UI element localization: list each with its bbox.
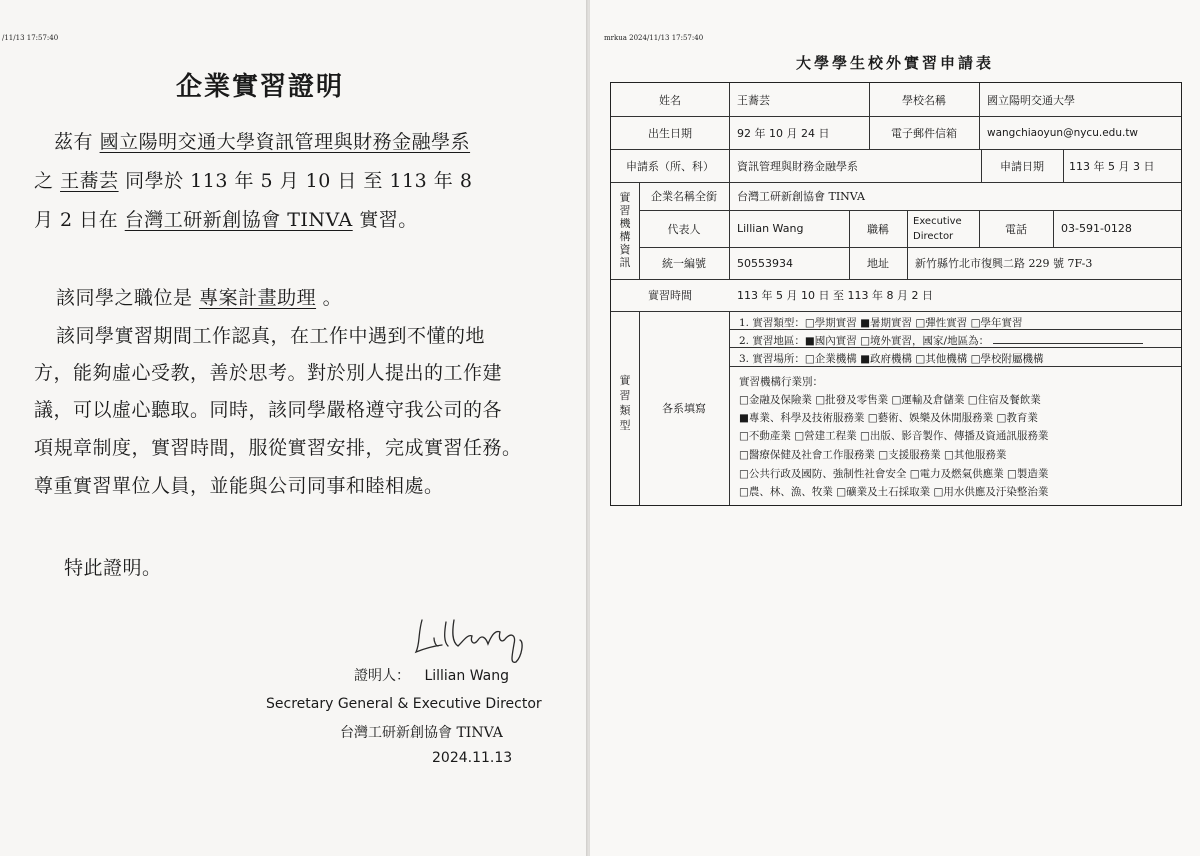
period-label: 實習時間: [648, 289, 692, 302]
apply-date-value: 113 年 5 月 3 日: [1069, 159, 1155, 173]
organization-name: 台灣工研新創協會 TINVA: [124, 209, 353, 231]
birth-value: 92 年 10 月 24 日: [737, 126, 830, 140]
application-form-page: [590, 0, 1200, 856]
industry-title: 實習機構行業別：: [739, 376, 823, 388]
industry-options-3: □不動產業 □營建工程業 □出版、影音製作、傳播及資通訊服務業: [739, 430, 1049, 442]
dept-fill-label: 各系填寫: [662, 402, 706, 415]
jobtitle-value: [913, 210, 979, 247]
text: 之: [34, 170, 54, 192]
cert-line-1: [54, 130, 470, 154]
industry-options-1: □金融及保險業 □批發及零售業 □運輸及倉儲業 □住宿及餐飲業: [739, 394, 1041, 406]
text: 。: [322, 287, 343, 309]
certifier-org: 台灣工研新創協會 TINVA: [340, 725, 503, 741]
taxid-label: 統一編號: [662, 257, 706, 270]
cert-line-7: 議，可以虛心聽取。同時，該同學嚴格遵守我公司的各: [34, 399, 503, 421]
jobtitle-label: 職稱: [867, 222, 889, 236]
print-timestamp: mrkua 2024/11/13 17:57:40: [604, 34, 704, 42]
certificate-title: 企業實習證明: [175, 72, 344, 102]
address-label: 地址: [867, 257, 889, 270]
school-name: 國立陽明交通大學資訊管理與財務金融學系: [99, 131, 471, 153]
org-name-label: 企業名稱全銜: [651, 190, 717, 203]
school-value: 國立陽明交通大學: [987, 93, 1075, 107]
internship-type-options: 1. 實習類型：□學期實習 ■暑期實習 □彈性實習 □學年實習: [739, 317, 1023, 329]
text: 2. 實習地區：■國內實習 □境外實習，國家/地區為：: [739, 335, 990, 347]
industry-options-5: □公共行政及國防、強制性社會安全 □電力及燃氣供應業 □製造業: [739, 468, 1049, 480]
certificate-date: 2024.11.13: [432, 750, 513, 766]
dept-label: 申請系（所、科）: [626, 159, 714, 173]
cert-line-9: 尊重實習單位人員，並能與公司同事和睦相處。: [34, 475, 444, 497]
type-section-label: 實習類型: [619, 374, 631, 432]
org-section-label: 實習機構資訊: [619, 191, 631, 269]
internship-venue-options: 3. 實習場所：□企業機構 ■政府機構 □其他機構 □學校附屬機構: [739, 353, 1044, 365]
position-title: 專案計畫助理: [199, 287, 317, 309]
cert-line-2: [34, 169, 472, 193]
phone-label: 電話: [1005, 222, 1027, 236]
certifier-name: Lillian Wang: [424, 668, 509, 684]
cert-line-6: 方，能夠虛心受教，善於思考。對於別人提出的工作建: [34, 362, 503, 384]
certifier-label: 證明人：: [354, 668, 410, 684]
cert-line-8: 項規章制度，實習時間，服從實習安排，完成實習任務。: [34, 437, 522, 459]
cert-line-4: [56, 286, 342, 310]
rep-label: 代表人: [667, 222, 701, 236]
certificate-page: [0, 0, 588, 856]
jobtitle-line: Director: [913, 230, 954, 242]
certifier-row: [354, 665, 509, 685]
print-timestamp: /11/13 17:57:40: [2, 34, 59, 42]
text: 茲有: [54, 131, 94, 153]
region-blank: [993, 334, 1143, 344]
taxid-value: 50553934: [737, 256, 793, 270]
period-value: 113 年 5 月 10 日 至 113 年 8 月 2 日: [737, 289, 933, 302]
industry-options-2: ■專業、科學及技術服務業 □藝術、娛樂及休閒服務業 □教育業: [739, 412, 1038, 424]
address-value: 新竹縣竹北市復興二路 229 號 7F-3: [915, 257, 1093, 270]
name-value: 王蕎芸: [737, 93, 770, 107]
school-label: 學校名稱: [902, 93, 946, 107]
cert-line-5: 該同學實習期間工作認真，在工作中遇到不懂的地: [56, 325, 486, 347]
closing-line: 特此證明。: [64, 557, 162, 579]
handwritten-signature: [412, 612, 536, 672]
apply-date-label: 申請日期: [1000, 159, 1044, 173]
email-value: wangchiaoyun@nycu.edu.tw: [987, 126, 1139, 139]
certifier-title: Secretary General & Executive Director: [266, 696, 542, 712]
text: 該同學之職位是: [56, 287, 193, 309]
cert-line-3: [34, 208, 418, 232]
org-name-value: 台灣工研新創協會 TINVA: [737, 190, 865, 203]
industry-options-4: □醫療保健及社會工作服務業 □支援服務業 □其他服務業: [739, 449, 1007, 461]
application-table: [610, 82, 1182, 506]
internship-region-options: [739, 333, 1143, 348]
email-label: 電子郵件信箱: [891, 126, 957, 140]
birth-label: 出生日期: [648, 126, 692, 140]
text: 月 2 日在: [34, 209, 119, 231]
text: 實習。: [359, 209, 418, 231]
form-title: 大學學生校外實習申請表: [795, 54, 994, 72]
phone-value: 03-591-0128: [1061, 222, 1132, 235]
student-name: 王蕎芸: [60, 170, 119, 192]
dept-value: 資訊管理與財務金融學系: [737, 159, 858, 173]
name-label: 姓名: [659, 93, 681, 107]
industry-options-6: □農、林、漁、牧業 □礦業及土石採取業 □用水供應及汙染整治業: [739, 486, 1049, 498]
text: 同學於 113 年 5 月 10 日 至 113 年 8: [125, 170, 473, 192]
rep-value: Lillian Wang: [737, 222, 804, 235]
jobtitle-line: Executive: [913, 215, 962, 227]
